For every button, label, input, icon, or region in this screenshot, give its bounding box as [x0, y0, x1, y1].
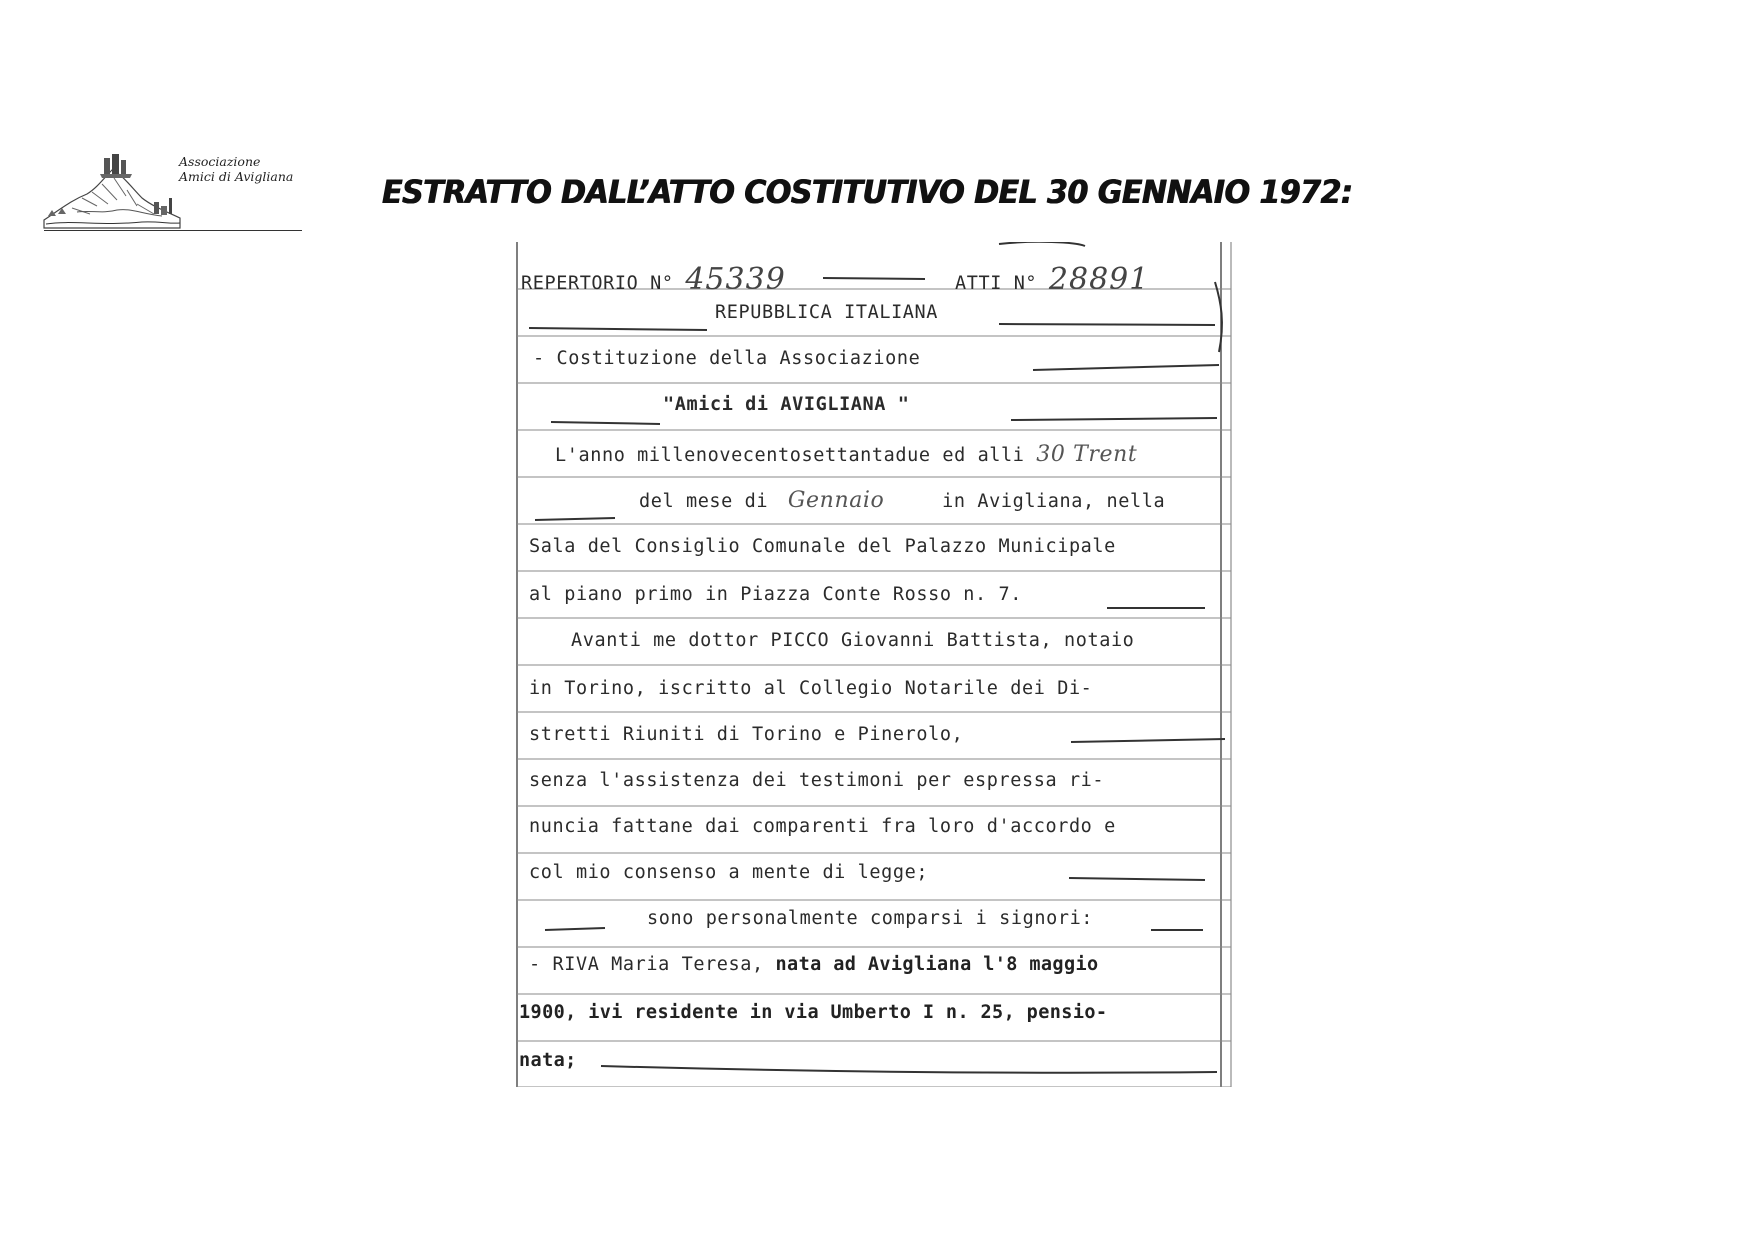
handwritten-month: Gennaio [787, 488, 885, 513]
repertorio-label: REPERTORIO N° [521, 273, 674, 294]
deed-costituzione-line: - Costituzione della Associazione [533, 348, 921, 369]
deed-avanti-line: Avanti me dottor PICCO Giovanni Battista, notaio [571, 630, 1135, 651]
mese-text-b: in Avigliana, nella [942, 491, 1166, 512]
page-title: ESTRATTO DALL’ATTO COSTITUTIVO DEL 30 GENNAIO 1972: [382, 174, 1353, 212]
deed-senza-line: senza l'assistenza dei testimoni per espressa ri- [529, 770, 1105, 791]
deed-stretti-line: stretti Riuniti di Torino e Pinerolo, [529, 724, 964, 745]
anno-text: L'anno millenovecentosettantadue ed alli [555, 445, 1025, 466]
deed-col-line: col mio consenso a mente di legge; [529, 862, 929, 883]
handwritten-day: 30 Trent [1036, 442, 1138, 467]
deed-header: REPUBBLICA ITALIANA [715, 302, 939, 323]
deed-repertorio-line [521, 262, 786, 297]
deed-mese-line [639, 488, 1165, 513]
logo-text [179, 154, 293, 184]
mese-text-a: del mese di [639, 491, 769, 512]
logo-line-2: Amici di Avigliana [179, 169, 294, 184]
riva-birth: nata ad Avigliana l'8 maggio [775, 954, 1099, 975]
deed-sala-line: Sala del Consiglio Comunale del Palazzo Municipale [529, 536, 1116, 557]
deed-association-name: "Amici di AVIGLIANA " [663, 394, 910, 415]
atti-label: ATTI N° [955, 273, 1038, 294]
deed-atti-line [955, 262, 1149, 297]
deed-nata-line: nata; [519, 1050, 577, 1071]
deed-riva-line [529, 954, 1099, 975]
deed-nuncia-line: nuncia fattane dai comparenti fra loro d'accordo e [529, 816, 1116, 837]
deed-residence-line: 1900, ivi residente in via Umberto I n. 25, pensio- [519, 1002, 1108, 1023]
deed-piano-line: al piano primo in Piazza Conte Rosso n. 7. [529, 584, 1022, 605]
deed-anno-line [555, 442, 1137, 467]
deed-sono-line: sono personalmente comparsi i signori: [647, 908, 1094, 929]
scanned-deed-excerpt [515, 242, 1235, 1087]
castle-hill-logo-icon [42, 148, 182, 232]
logo-divider [44, 230, 302, 231]
logo-line-1: Associazione [179, 154, 261, 169]
association-logo [42, 148, 304, 234]
deed-torino-line: in Torino, iscritto al Collegio Notarile dei Di- [529, 678, 1093, 699]
atti-number: 28891 [1048, 262, 1150, 297]
repertorio-number: 45339 [685, 262, 786, 297]
riva-name: - RIVA Maria Teresa, [529, 954, 764, 975]
